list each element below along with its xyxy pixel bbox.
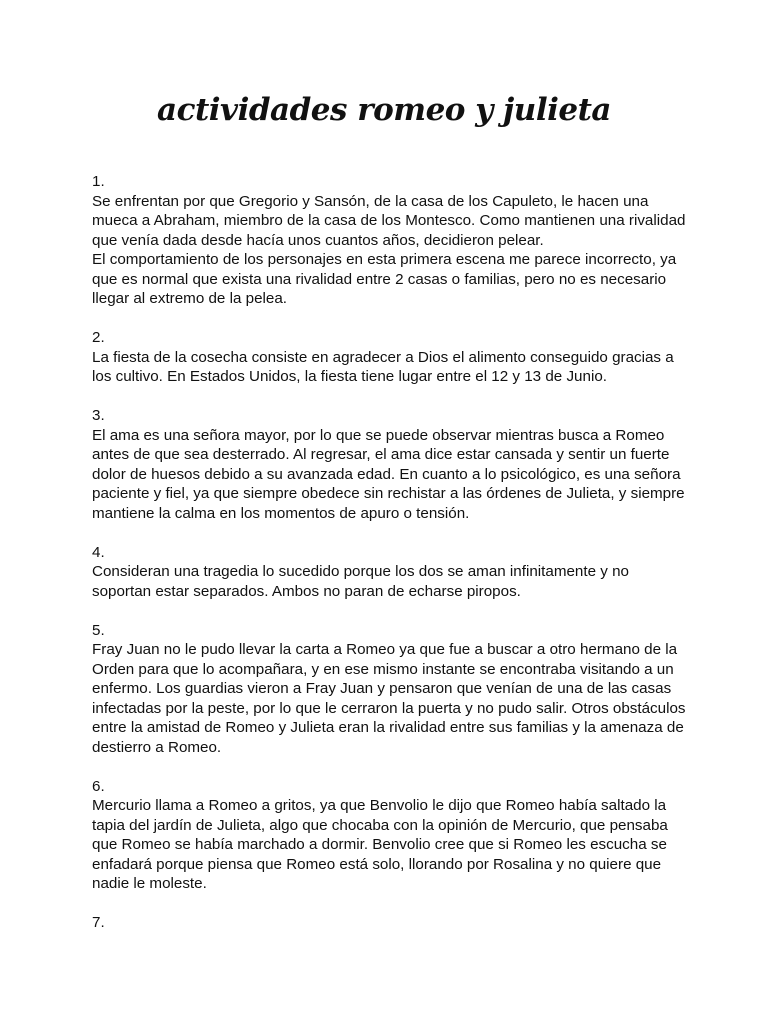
answer-section-5 bbox=[92, 621, 692, 758]
answer-section-2 bbox=[92, 328, 692, 387]
section-paragraph: Fray Juan no le pudo llevar la carta a Romeo ya que fue a buscar a otro hermano de la Orden para que lo acompañara, y en ese mismo instante se encontraba visitando a un enfermo. Los guardias vieron a Fray Juan y pensaron que venían de una de las casas infectadas por la peste, por lo que le cerraron la puerta y no pudo salir. Otros obstáculos entre la amistad de Romeo y Julieta eran la rivalidad entre sus familias y la amenaza de destierro a Romeo. bbox=[92, 641, 686, 756]
section-number: 1. bbox=[92, 173, 105, 190]
answer-section-7 bbox=[92, 913, 692, 933]
answer-section-3 bbox=[92, 406, 692, 523]
section-paragraph: Consideran una tragedia lo sucedido porque los dos se aman infinitamente y no soportan estar separados. Ambos no paran de echarse piropos. bbox=[92, 563, 629, 600]
section-number: 7. bbox=[92, 914, 105, 931]
section-number: 5. bbox=[92, 621, 105, 639]
document-body bbox=[92, 172, 692, 952]
section-paragraph: El ama es una señora mayor, por lo que se puede observar mientras busca a Romeo antes de que sea desterrado. Al regresar, el ama dice estar cansada y sentir un fuerte dolor de huesos debido a su avanzada edad. En cuanto a lo psicológico, es una señora paciente y fiel, ya que siempre obedece sin rechistar a las órdenes de Julieta, y siempre mantiene la calma en los momentos de apuro o tensión. bbox=[92, 426, 685, 522]
answer-section-4 bbox=[92, 543, 692, 602]
section-number: 2. bbox=[92, 329, 105, 346]
section-paragraph: La fiesta de la cosecha consiste en agradecer a Dios el alimento conseguido gracias a los cultivo. En Estados Unidos, la fiesta tiene lugar entre el 12 y 13 de Junio. bbox=[92, 348, 674, 385]
section-number: 3. bbox=[92, 407, 105, 424]
section-number: 4. bbox=[92, 543, 105, 561]
answer-section-6 bbox=[92, 777, 692, 894]
answer-section-1 bbox=[92, 172, 692, 309]
section-paragraph: Mercurio llama a Romeo a gritos, ya que Benvolio le dijo que Romeo había saltado la tapia del jardín de Julieta, algo que chocaba con la opinión de Mercurio, que pensaba que Romeo se había marchado a dormir. Benvolio cree que si Romeo les escucha se enfadará porque piensa que Romeo está solo, llorando por Rosalina y no quiere que nadie le moleste. bbox=[92, 797, 668, 892]
section-number: 6. bbox=[92, 777, 105, 795]
section-paragraph: Se enfrentan por que Gregorio y Sansón, de la casa de los Capuleto, le hacen una mueca a Abraham, miembro de la casa de los Montesco. Como mantienen una rivalidad que venía dada desde hacía unos cuantos años, decidieron pelear. bbox=[92, 192, 686, 249]
page-title: actividades romeo y julieta bbox=[157, 92, 611, 128]
section-paragraph: El comportamiento de los personajes en esta primera escena me parece incorrecto, ya que es normal que exista una rivalidad entre 2 casas o familias, pero no es necesario llegar al extremo de la pelea. bbox=[92, 251, 677, 307]
